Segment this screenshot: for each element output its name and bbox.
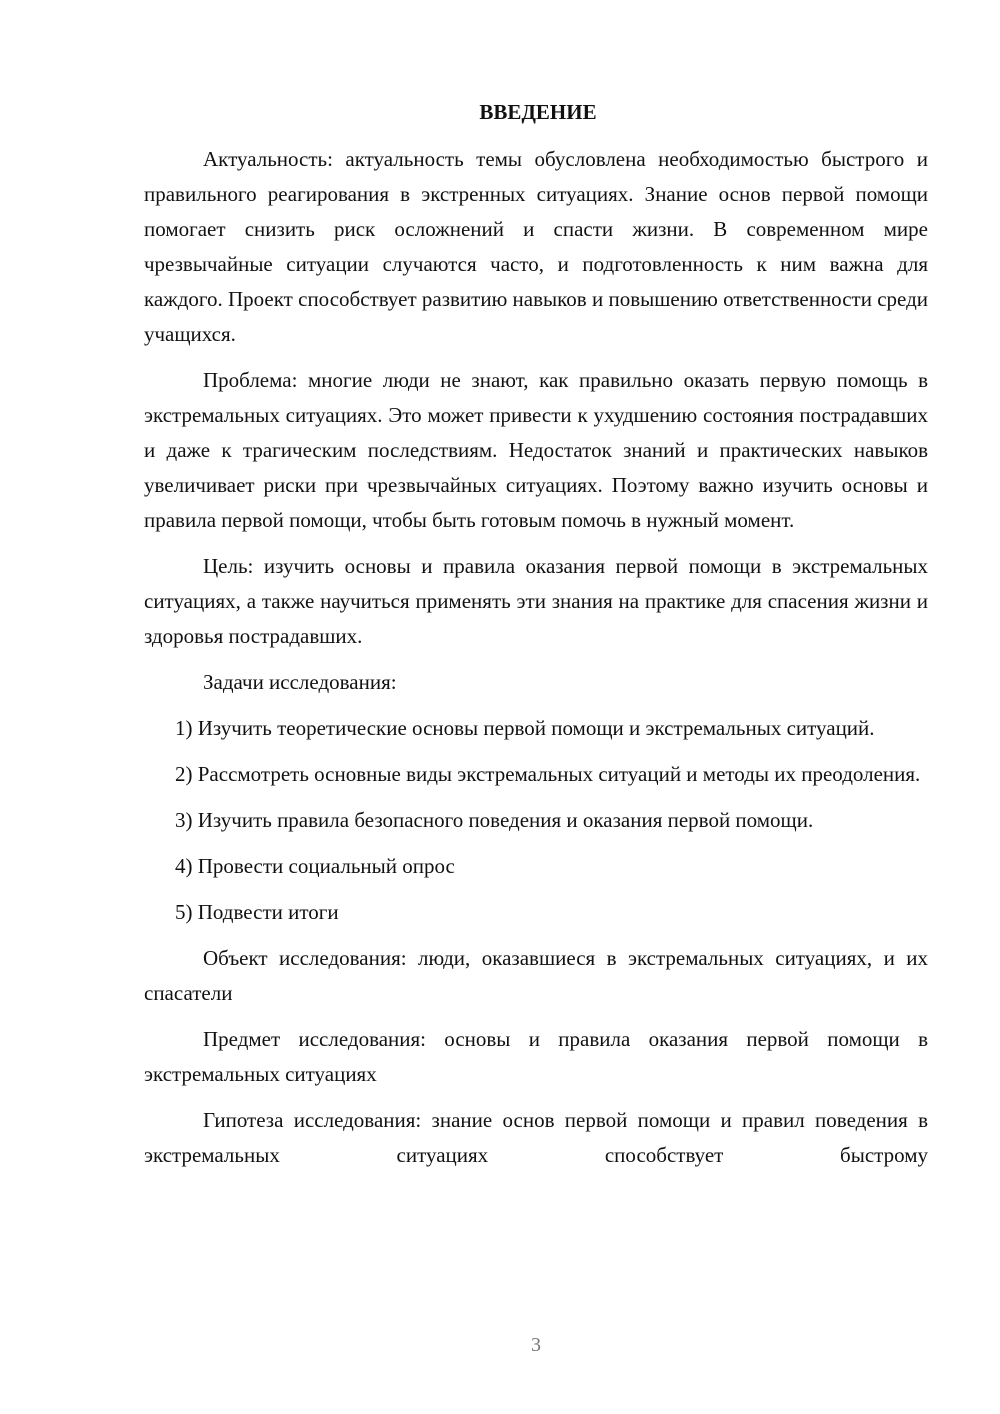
document-page — [144, 95, 928, 1184]
problem-paragraph: Проблема: многие люди не знают, как правильно оказать первую помощь в экстремальных ситуациях. Это может привести к ухудшению состояния пострадавших и даже к трагическим последствиям. Недостаток знаний и практических навыков увеличивает риски при чрезвычайных ситуациях. Поэтому важно изучить основы и правила первой помощи, чтобы быть готовым помочь в нужный момент. — [144, 368, 928, 532]
section-heading: ВВЕДЕНИЕ — [479, 100, 597, 124]
subject-paragraph: Предмет исследования: основы и правила оказания первой помощи в экстремальных ситуациях — [144, 1027, 928, 1086]
relevance-paragraph: Актуальность: актуальность темы обусловлена необходимостью быстрого и правильного реагирования в экстренных ситуациях. Знание основ первой помощи помогает снизить риск осложнений и спасти жизни. В современном мире чрезвычайные ситуации случаются часто, и подготовленность к ним важна для каждого. Проект способствует развитию навыков и повышению ответственности среди учащихся. — [144, 147, 928, 346]
object-paragraph: Объект исследования: люди, оказавшиеся в экстремальных ситуациях, и их спасатели — [144, 946, 928, 1005]
page-number: 3 — [531, 1334, 541, 1356]
tasks-title: Задачи исследования: — [203, 670, 397, 694]
task-item-5: 5) Подвести итоги — [175, 900, 339, 924]
task-item-1: 1) Изучить теоретические основы первой помощи и экстремальных ситуаций. — [175, 716, 875, 740]
task-item-2: 2) Рассмотреть основные виды экстремальных ситуаций и методы их преодоления. — [175, 762, 921, 786]
hypothesis-paragraph: Гипотеза исследования: знание основ первой помощи и правил поведения в экстремальных ситуациях способствует быстрому — [144, 1108, 928, 1167]
task-item-4: 4) Провести социальный опрос — [175, 854, 455, 878]
task-item-3: 3) Изучить правила безопасного поведения и оказания первой помощи. — [175, 808, 814, 832]
goal-paragraph: Цель: изучить основы и правила оказания первой помощи в экстремальных ситуациях, а также научиться применять эти знания на практике для спасения жизни и здоровья пострадавших. — [144, 554, 928, 648]
